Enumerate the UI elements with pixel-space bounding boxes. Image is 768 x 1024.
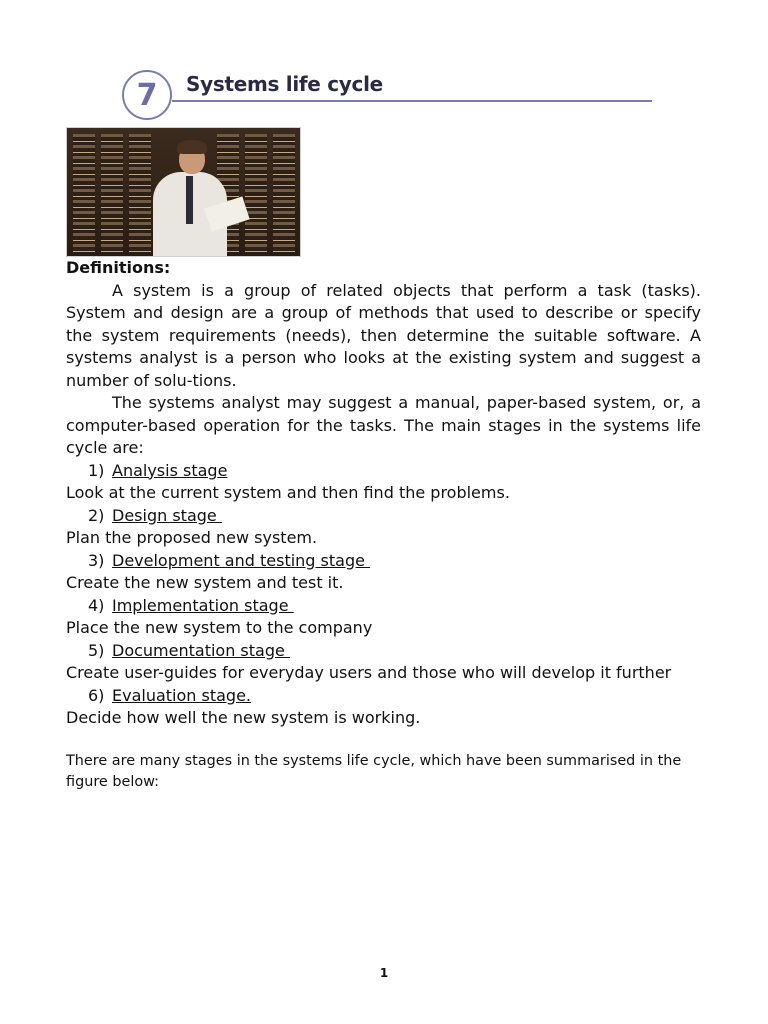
definitions-section [66,257,701,730]
stage-description: Create user-guides for everyday users and those who will develop it further [66,663,672,682]
server-rack [245,134,267,252]
stage-number: 5) [88,640,105,660]
person-tie [186,176,193,224]
stage-number: 1) [88,460,105,480]
stage-name: Design stage [112,505,222,525]
stage-number: 2) [88,505,105,525]
person-hair [177,140,207,154]
stage-item [66,505,701,528]
stage-item [66,460,701,483]
stage-description: Place the new system to the company [66,618,373,637]
definitions-heading: Definitions: [66,258,171,277]
server-rack [101,134,123,252]
chapter-title: Systems life cycle [186,72,383,96]
definitions-paragraph-2: The systems analyst may suggest a manual, paper-based system, or, a computer-based operation for the tasks. The main stages in the systems life cycle are: [66,393,701,457]
stage-description: Create the new system and test it. [66,573,344,592]
stage-name: Analysis stage [112,460,228,480]
stage-item [66,685,701,708]
stage-name: Development and testing stage [112,550,371,570]
stage-list [66,460,701,730]
stage-name: Evaluation stage. [112,685,252,705]
stage-number: 3) [88,550,105,570]
server-rack [129,134,151,252]
server-rack [273,134,295,252]
stage-number: 6) [88,685,105,705]
page-number: 1 [379,966,389,980]
definitions-paragraph-1: A system is a group of related objects that perform a task (tasks). System and design are a group of methods that used to describe or specify the system requirements (needs), then determine the suitable software. A systems analyst is a person who looks at the existing system and suggest a number of solu-tions. [66,280,701,390]
man-reading-in-server-room-photo [66,127,301,257]
chapter-header [122,70,652,124]
summary-paragraph: There are many stages in the systems life cycle, which have been summarised in the figure below: [66,753,682,790]
server-rack [73,134,95,252]
stage-number: 4) [88,595,105,615]
stage-description: Decide how well the new system is working. [66,708,421,727]
chapter-number-badge: 7 [122,70,172,120]
stage-description: Look at the current system and then find the problems. [66,483,510,502]
stage-name: Implementation stage [112,595,294,615]
stage-description: Plan the proposed new system. [66,528,318,547]
stage-item [66,595,701,618]
stage-item [66,550,701,573]
chapter-title-rule [172,100,652,102]
stage-name: Documentation stage [112,640,290,660]
stage-item [66,640,701,663]
